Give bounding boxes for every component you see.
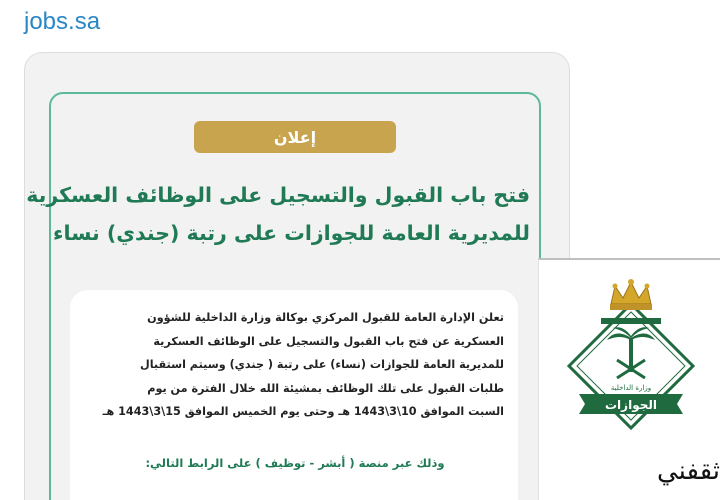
announcement-body bbox=[86, 306, 504, 424]
ministry-text: وزارة الداخلية bbox=[610, 384, 652, 392]
headline-line: للمديرية العامة للجوازات على رتبة (جندي) نساء bbox=[53, 221, 530, 245]
crown-icon bbox=[610, 279, 652, 310]
logo-panel bbox=[538, 258, 720, 500]
announcement-badge: إعلان bbox=[194, 121, 396, 153]
passports-emblem-icon bbox=[561, 274, 701, 434]
body-line: للمديرية العامة للجوازات (نساء) على رتبة ( جندي) وسيتم استقبال bbox=[139, 358, 504, 371]
body-line: السبت الموافق 10\3\1443 هـ وحتى يوم الخميس الموافق 15\3\1443 هـ bbox=[102, 405, 504, 418]
logo-caption: ثقفني bbox=[656, 456, 720, 486]
logo-banner-text: الجوازات bbox=[605, 398, 657, 412]
body-line: تعلن الإدارة العامة للقبول المركزي بوكالة وزارة الداخلية للشؤون bbox=[147, 311, 504, 324]
headline-line: فتح باب القبول والتسجيل على الوظائف العسكرية bbox=[26, 183, 530, 207]
body-line: العسكرية عن فتح باب القبول والتسجيل على الوظائف العسكرية bbox=[153, 334, 504, 348]
site-link[interactable]: jobs.sa bbox=[24, 8, 101, 35]
platform-line: وذلك عبر منصة ( أبشر - توظيف ) على الرابط التالي: bbox=[145, 456, 445, 470]
announcement-headline bbox=[26, 176, 530, 252]
body-line: طلبات القبول على تلك الوظائف بمشيئة الله خلال الفترة من يوم bbox=[147, 381, 504, 395]
